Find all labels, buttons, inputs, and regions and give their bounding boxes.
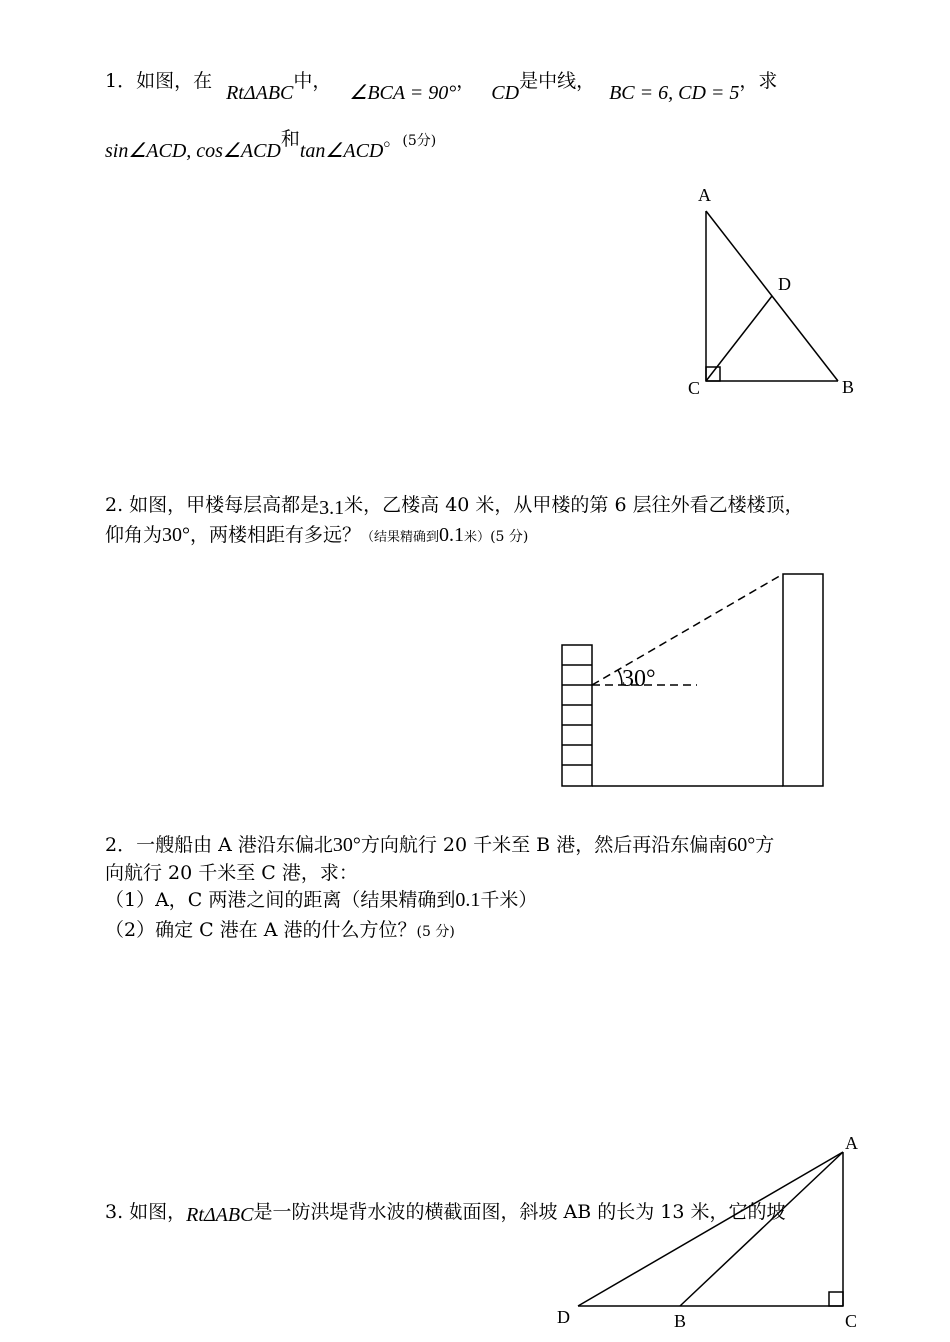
label-a: A — [698, 185, 711, 205]
q1-text: 。 — [383, 128, 403, 150]
q1-text: 和 — [280, 128, 300, 150]
q1-math: RtΔABC — [226, 82, 294, 104]
q2-math: 30° — [162, 524, 191, 546]
q2-note: （结果精确到 — [361, 530, 440, 545]
q2-math: 0.1 — [439, 524, 465, 546]
q1-text: 中， — [293, 70, 332, 92]
q3-math: 30° — [332, 834, 361, 856]
q1-math: tan∠ACD — [299, 140, 384, 162]
q4-dike-figure — [578, 1152, 843, 1306]
label-a: A — [845, 1133, 858, 1153]
q3-math: 60° — [727, 834, 756, 856]
q4-line1 — [105, 1197, 786, 1224]
q2-buildings-figure — [562, 574, 823, 786]
q2-math: 3.1 — [319, 497, 345, 519]
angle-label: 30° — [622, 666, 656, 692]
q2-score: (5 分) — [490, 529, 529, 545]
q1-math: ∠BCA = 90° — [349, 82, 457, 104]
q3-text: （2）确定 C 港在 A 港的什么方位？ — [105, 919, 417, 941]
label-d: D — [778, 274, 791, 294]
q1-triangle-figure — [706, 211, 838, 381]
q3-line2 — [105, 858, 358, 885]
q3-text: 方向航行 20 千米至 B 港，然后再沿东偏南 — [360, 834, 728, 856]
q2-text: 2. 如图，甲楼每层高都是 — [105, 494, 320, 516]
q3-text: 千米） — [480, 889, 538, 911]
q2-text: 米，乙楼高 40 米，从甲楼的第 6 层往外看乙楼楼顶， — [344, 494, 804, 516]
q3-text: 向航行 20 千米至 C 港，求： — [105, 862, 358, 884]
q3-text: 2．一艘船由 A 港沿东偏北 — [105, 834, 333, 856]
label-c: C — [688, 378, 701, 398]
building-yi — [783, 574, 823, 786]
q1-score: (5分) — [402, 133, 437, 149]
q1-math: sin∠ACD, cos∠ACD — [105, 140, 281, 162]
q3-line1 — [105, 830, 774, 857]
q1-math: CD — [491, 82, 520, 104]
sight-line — [592, 574, 783, 685]
q3-text: （1）A，C 两港之间的距离（结果精确到 — [105, 889, 456, 911]
side-ab — [680, 1152, 843, 1306]
label-b: B — [674, 1311, 687, 1331]
q4-math: RtΔABC — [186, 1204, 254, 1226]
q1-math: BC = 6, CD = 5 — [609, 82, 740, 104]
label-b: B — [842, 377, 855, 397]
label-c: C — [845, 1311, 858, 1331]
q3-line4 — [105, 915, 455, 942]
q1-text: 1．如图，在 — [105, 70, 213, 92]
q2-line2 — [105, 520, 528, 547]
label-d: D — [557, 1307, 570, 1327]
q4-text: 3. 如图， — [105, 1201, 187, 1223]
q3-score: (5 分) — [416, 924, 455, 940]
q4-text: 是一防洪堤背水波的横截面图，斜坡 AB 的长为 13 米，它的坡 — [253, 1201, 786, 1223]
median-cd — [706, 296, 772, 381]
q2-text: ，两楼相距有多远？ — [190, 524, 362, 546]
q2-line1 — [105, 490, 804, 517]
right-angle-mark — [829, 1292, 843, 1306]
q3-text: 方 — [755, 834, 775, 856]
q3-math: 0.1 — [455, 889, 481, 911]
side-ad — [578, 1152, 843, 1306]
q3-line3 — [105, 885, 537, 912]
q1-text: ，求 — [739, 70, 778, 92]
q2-note: 米） — [464, 530, 491, 545]
q2-text: 仰角为 — [105, 524, 163, 546]
q1-text: ， — [456, 70, 476, 92]
q1-text: 是中线， — [519, 70, 596, 92]
